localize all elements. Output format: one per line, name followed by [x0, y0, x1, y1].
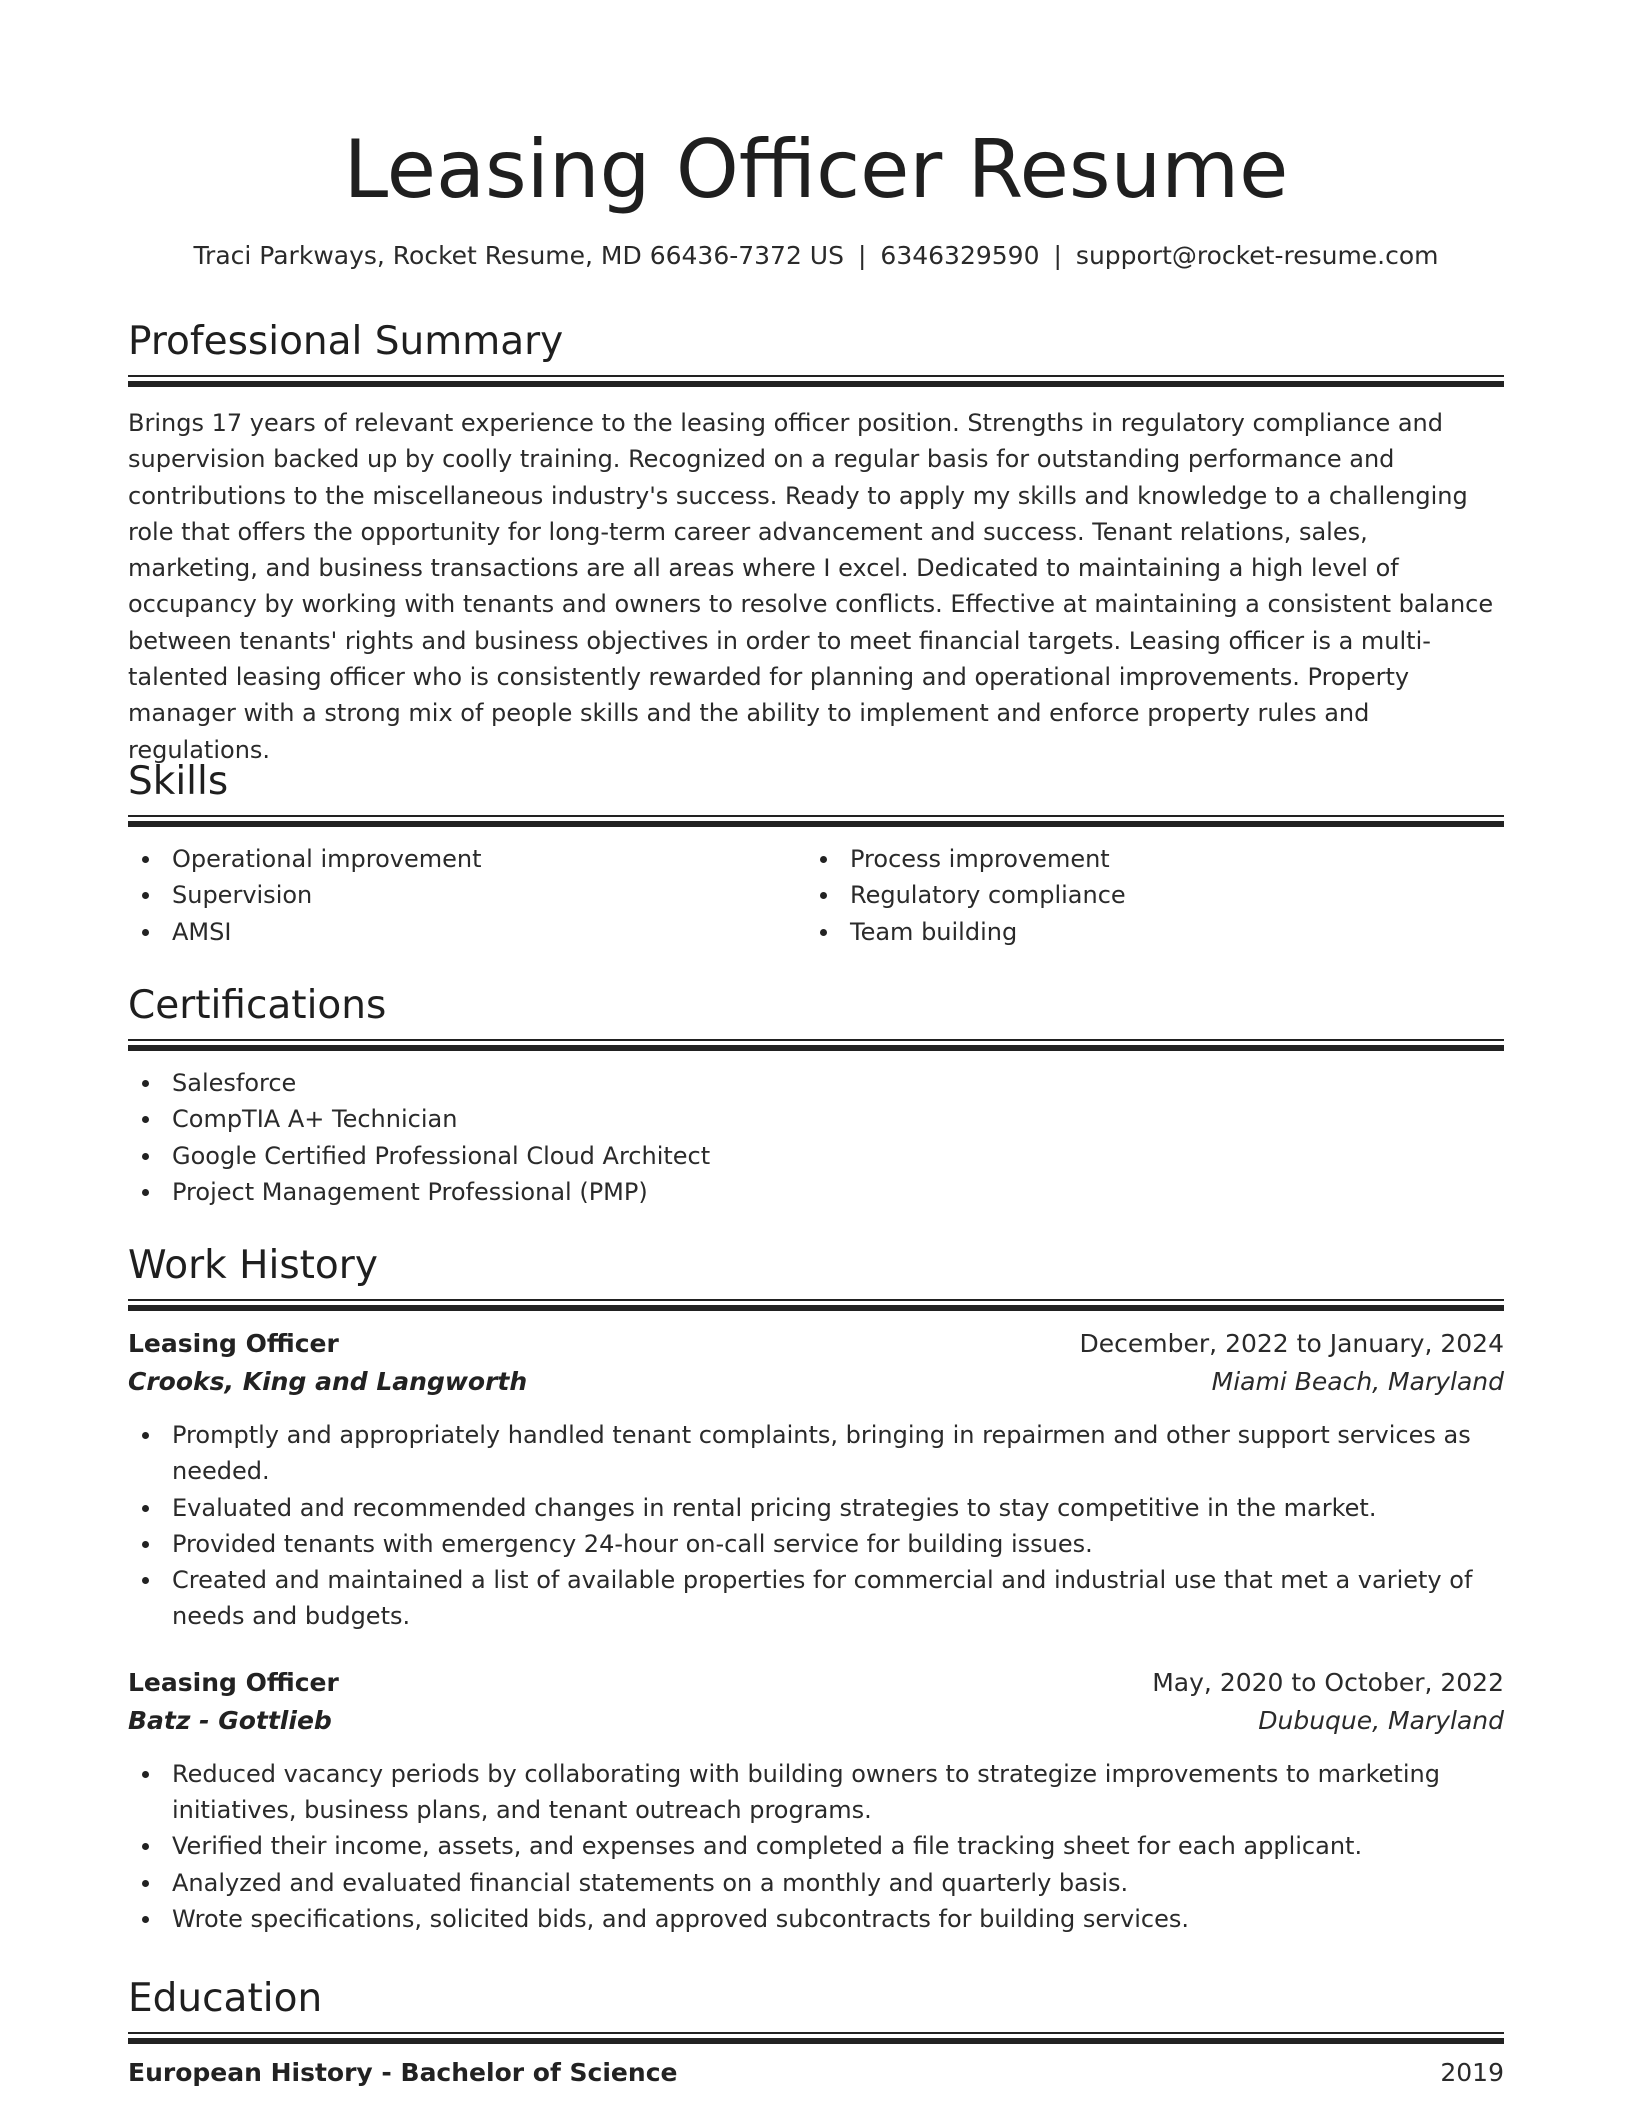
job-company: Batz - Gottlieb: [128, 1705, 332, 1735]
contact-separator: |: [1053, 241, 1062, 270]
contact-email: support@rocket-resume.com: [1075, 241, 1439, 270]
job-subheader: [128, 1702, 1504, 1740]
skills-columns: [128, 841, 1504, 950]
skill-item: Process improvement: [806, 841, 1484, 877]
skills-section: [128, 757, 1504, 950]
education-section: [128, 1974, 1504, 2092]
education-year: 2019: [1440, 2058, 1504, 2087]
section-heading: Professional Summary: [128, 319, 564, 364]
skill-item: Team building: [806, 914, 1484, 950]
job-title: Leasing Officer: [128, 1329, 339, 1358]
skill-item: Supervision: [128, 877, 806, 913]
section-heading: Skills: [128, 759, 229, 804]
section-divider: [128, 815, 1504, 827]
job-bullet: Provided tenants with emergency 24-hour on-call service for building issues.: [128, 1526, 1504, 1562]
certifications-section: [128, 981, 1504, 1210]
job-entry: [128, 1664, 1504, 1937]
job-bullet: Evaluated and recommended changes in rental pricing strategies to stay competitive in the market.: [128, 1490, 1504, 1526]
job-dates: December, 2022 to January, 2024: [1079, 1329, 1504, 1358]
certification-item: Salesforce: [128, 1065, 1504, 1101]
certification-item: CompTIA A+ Technician: [128, 1101, 1504, 1137]
section-divider: [128, 1299, 1504, 1311]
section-heading: Work History: [128, 1243, 378, 1288]
job-subheader: [128, 1363, 1504, 1401]
job-bullet: Verified their income, assets, and expenses and completed a file tracking sheet for each applicant.: [128, 1828, 1504, 1864]
education-entry: [128, 2054, 1504, 2092]
job-bullet: Analyzed and evaluated financial statements on a monthly and quarterly basis.: [128, 1865, 1504, 1901]
work-history-section: [128, 1241, 1504, 1937]
summary-section: [128, 317, 1504, 768]
education-degree: European History - Bachelor of Science: [128, 2058, 678, 2087]
skill-item: Regulatory compliance: [806, 877, 1484, 913]
job-header: [128, 1325, 1504, 1363]
contact-phone: 6346329590: [880, 241, 1040, 270]
job-location: Dubuque, Maryland: [1258, 1705, 1504, 1735]
skills-list-left: [128, 841, 806, 950]
section-heading: Certifications: [128, 983, 387, 1028]
contact-line: [128, 238, 1504, 274]
section-divider: [128, 2032, 1504, 2044]
job-bullet: Reduced vacancy periods by collaborating with building owners to strategize improvements to marketing initiatives, business plans, and tenant outreach programs.: [128, 1756, 1504, 1829]
section-heading: Education: [128, 1976, 323, 2021]
job-bullet: Wrote specifications, solicited bids, and approved subcontracts for building services.: [128, 1901, 1504, 1937]
job-entry: [128, 1325, 1504, 1635]
certifications-list: [128, 1065, 1504, 1210]
contact-address: Traci Parkways, Rocket Resume, MD 66436-7372 US: [193, 241, 844, 270]
summary-text: Brings 17 years of relevant experience to the leasing officer position. Strengths in regulatory compliance and supervision backed up by coolly training. Recognized on a regular basis for outstanding performance and contributions to the miscellaneous industry's success. Ready to apply my skills and knowledge to a challenging role that offers the opportunity for long-term career advancement and success. Tenant relations, sales, marketing, and business transactions are all areas where I excel. Dedicated to maintaining a high level of occupancy by working with tenants and owners to resolve conflicts. Effective at maintaining a consistent balance between tenants' rights and business objectives in order to meet financial targets. Leasing officer is a multi-talented leasing officer who is consistently rewarded for planning and operational improvements. Property manager with a strong mix of people skills and the ability to implement and enforce property rules and regulations.: [128, 409, 1494, 764]
skills-list-right: [806, 841, 1484, 950]
job-bullets: [128, 1756, 1504, 1937]
job-company: Crooks, King and Langworth: [128, 1367, 528, 1396]
job-location: Miami Beach, Maryland: [1211, 1367, 1504, 1396]
resume-title: Leasing Officer Resume: [343, 123, 1289, 216]
job-bullet: Created and maintained a list of available properties for commercial and industrial use that met a variety of needs and budgets.: [128, 1562, 1504, 1635]
job-bullets: [128, 1417, 1504, 1635]
certification-item: Google Certified Professional Cloud Architect: [128, 1138, 1504, 1174]
section-divider: [128, 1039, 1504, 1051]
job-bullet: Promptly and appropriately handled tenant complaints, bringing in repairmen and other support services as needed.: [128, 1417, 1504, 1490]
certification-item: Project Management Professional (PMP): [128, 1174, 1504, 1210]
skill-item: Operational improvement: [128, 841, 806, 877]
contact-separator: |: [857, 241, 867, 270]
job-title: Leasing Officer: [128, 1667, 339, 1697]
job-header: [128, 1664, 1504, 1702]
skill-item: AMSI: [128, 914, 806, 950]
job-dates: May, 2020 to October, 2022: [1152, 1667, 1504, 1697]
section-divider: [128, 375, 1504, 387]
